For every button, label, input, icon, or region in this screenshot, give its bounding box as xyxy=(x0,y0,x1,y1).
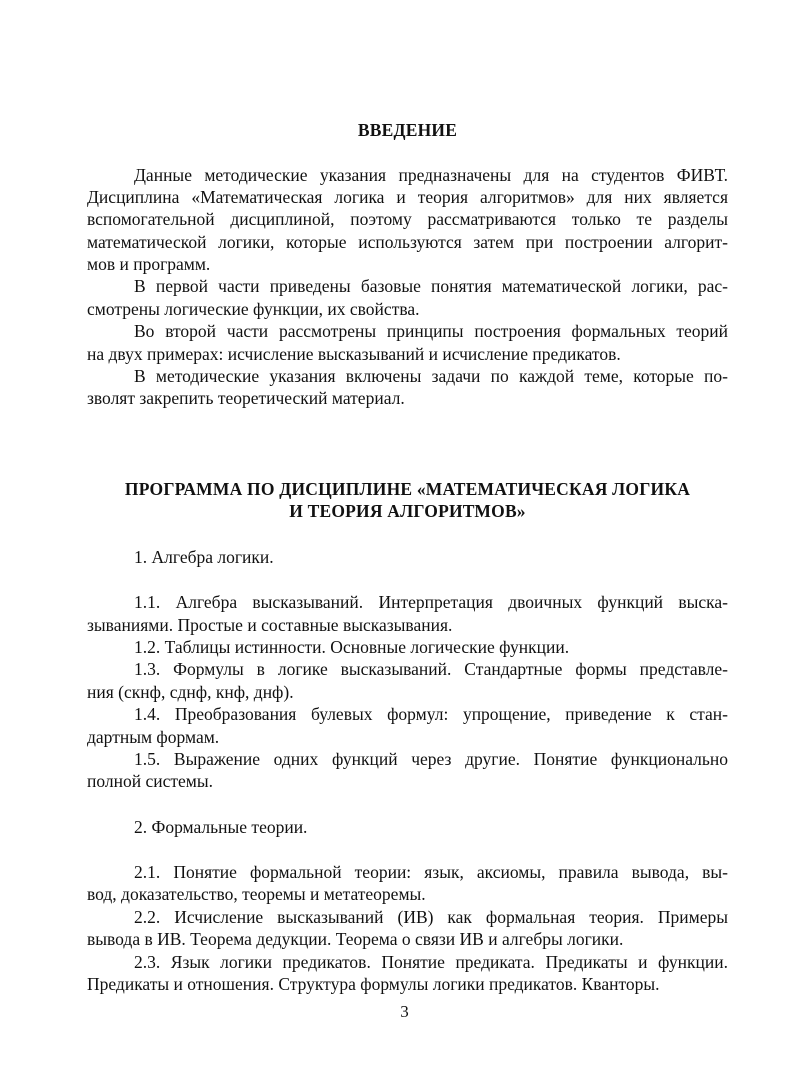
program-item xyxy=(87,951,728,996)
intro-paragraph xyxy=(87,275,728,320)
text-line: мов и программ. xyxy=(87,254,211,275)
text-line: 1.5. Выражение одних функций через другие. Понятие функционально xyxy=(134,748,728,769)
text-line: смотрены логические функции, их свойства. xyxy=(87,298,420,319)
text-line: математической логики, которые используются затем при построении алгорит- xyxy=(87,231,728,252)
text-line: вод, доказательство, теоремы и метатеоремы. xyxy=(87,884,426,905)
intro-paragraph xyxy=(87,320,728,365)
program-item xyxy=(87,636,728,658)
intro-paragraph xyxy=(87,164,728,276)
text-line: зволят закрепить теоретический материал. xyxy=(87,388,405,409)
intro-title: ВВЕДЕНИЕ xyxy=(357,120,458,140)
text-line: Предикаты и отношения. Структура формулы логики предикатов. Кванторы. xyxy=(87,974,660,995)
intro-body xyxy=(87,164,728,410)
text-line: зываниями. Простые и составные высказывания. xyxy=(87,614,453,635)
intro-paragraph xyxy=(87,365,728,410)
program-item xyxy=(87,748,728,793)
text-line: 2.3. Язык логики предикатов. Понятие предиката. Предикаты и функции. xyxy=(134,951,728,972)
text-line: 2.1. Понятие формальной теории: язык, аксиомы, правила вывода, вы- xyxy=(134,862,728,883)
program-item xyxy=(87,591,728,636)
program-title-line-1: ПРОГРАММА ПО ДИСЦИПЛИНЕ «МАТЕМАТИЧЕСКАЯ ЛОГИКА xyxy=(124,478,691,499)
text-line: 1.1. Алгебра высказываний. Интерпретация двоичных функций выска- xyxy=(134,592,728,613)
text-line: 1.2. Таблицы истинности. Основные логические функции. xyxy=(134,636,570,657)
text-line: Дисциплина «Математическая логика и теория алгоритмов» для них является xyxy=(87,186,728,207)
text-line: ния (скнф, сднф, кнф, днф). xyxy=(87,681,294,702)
text-line: вывода в ИВ. Теорема дедукции. Теорема о связи ИВ и алгебры логики. xyxy=(87,929,624,950)
text-line: Во второй части рассмотрены принципы построения формальных теорий xyxy=(134,321,728,342)
text-line: 2.2. Исчисление высказываний (ИВ) как формальная теория. Примеры xyxy=(134,906,728,927)
program-body xyxy=(87,523,728,996)
text-line: Данные методические указания предназначены для на студентов ФИВТ. xyxy=(134,164,728,185)
text-line: полной системы. xyxy=(87,771,213,792)
program-title-line-2: И ТЕОРИЯ АЛГОРИТМОВ» xyxy=(289,501,526,522)
section-heading: 1. Алгебра логики. xyxy=(134,546,274,567)
text-line: дартным формам. xyxy=(87,726,220,747)
program-item xyxy=(87,658,728,703)
page-number: 3 xyxy=(400,1002,409,1021)
text-line: на двух примерах: исчисление высказываний и исчисление предикатов. xyxy=(87,343,621,364)
text-line: 1.4. Преобразования булевых формул: упрощение, приведение к стан- xyxy=(134,704,728,725)
text-line: В первой части приведены базовые понятия математической логики, рас- xyxy=(134,276,728,297)
text-line: В методические указания включены задачи по каждой теме, которые по- xyxy=(134,366,728,387)
program-item xyxy=(87,861,728,906)
text-line: вспомогательной дисциплиной, поэтому рассматриваются только те разделы xyxy=(87,209,728,230)
text-line: 1.3. Формулы в логике высказываний. Стандартные формы представле- xyxy=(134,659,728,680)
section-heading: 2. Формальные теории. xyxy=(134,816,308,837)
program-item xyxy=(87,906,728,951)
program-item xyxy=(87,703,728,748)
document-page xyxy=(87,0,728,995)
